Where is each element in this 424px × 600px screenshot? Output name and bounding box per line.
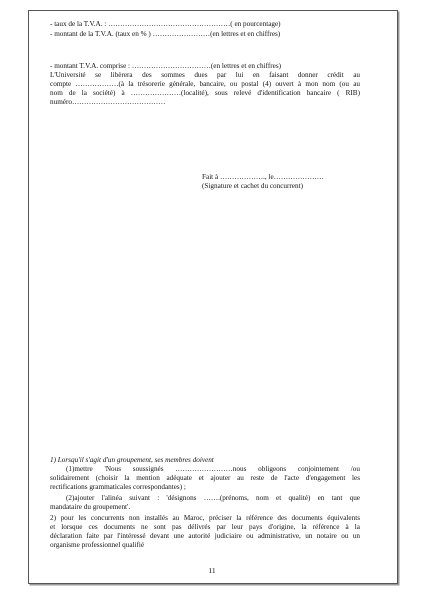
note-1a-line-1: (1)mettre 'Nous soussignés ……………………nous obligeons conjointement /ou <box>66 465 360 473</box>
note-2-line-3: déclaration faite par l'intéressé devant une autorité judiciaire ou administrative, un notaire ou un <box>50 532 360 540</box>
note-1b-line-1: (2)ajouter l'alinéa suivant : 'désignons …….(prénoms, nom et qualité) en tant que <box>66 494 360 502</box>
payment-line-4: numéro………………………………… <box>50 98 166 106</box>
note-2-line-2: et lorsque ces documents ne sont pas délivrés par leur pays d'origine, la référence à la <box>50 523 360 531</box>
payment-line-2: compte ………………(à la trésorerie générale, bancaire, ou postal (4) ouvert à mon nom (ou au <box>50 80 360 88</box>
page-number: 11 <box>208 566 216 575</box>
note-1-title: 1) Lorsqu'il s'agit d'un groupement, ses membres doivent <box>50 456 214 464</box>
note-2-line-1: 2) pour les concurrents non installés au Maroc, préciser la référence des documents équivalents <box>50 514 360 522</box>
note-1a-line-2: solidairement (choisir la mention adéquate et ajouter au reste de l'acte d'engagement les <box>50 474 360 482</box>
note-1a-line-3: rectifications grammaticales correspondantes) ; <box>50 483 186 491</box>
ttc-amount-line: - montant T.V.A. comprise : ……………………………(en lettres et en chiffres) <box>50 62 282 70</box>
signature-place-date: Fait à ………………., le………………… <box>202 173 324 181</box>
note-2-line-4: organisme professionnel qualifié <box>50 541 145 549</box>
signature-caption: (Signature et cachet du concurrent) <box>202 182 303 190</box>
tva-rate-line: - taux de la T.V.A. : ……………………………………………( en pourcentage) <box>50 20 281 28</box>
note-1b-line-2: mandataire du groupement'. <box>50 503 131 511</box>
tva-amount-line: - montant de la T.V.A. (taux en % ) ……………………(en lettres et en chiffres) <box>50 30 281 38</box>
payment-line-1: L'Université se libèrera des sommes dues par lui en faisant donner crédit au <box>50 71 360 79</box>
payment-line-3: nom de la société) à …………………(localité), sous relevé d'identification bancaire ( RIB) <box>50 89 360 97</box>
